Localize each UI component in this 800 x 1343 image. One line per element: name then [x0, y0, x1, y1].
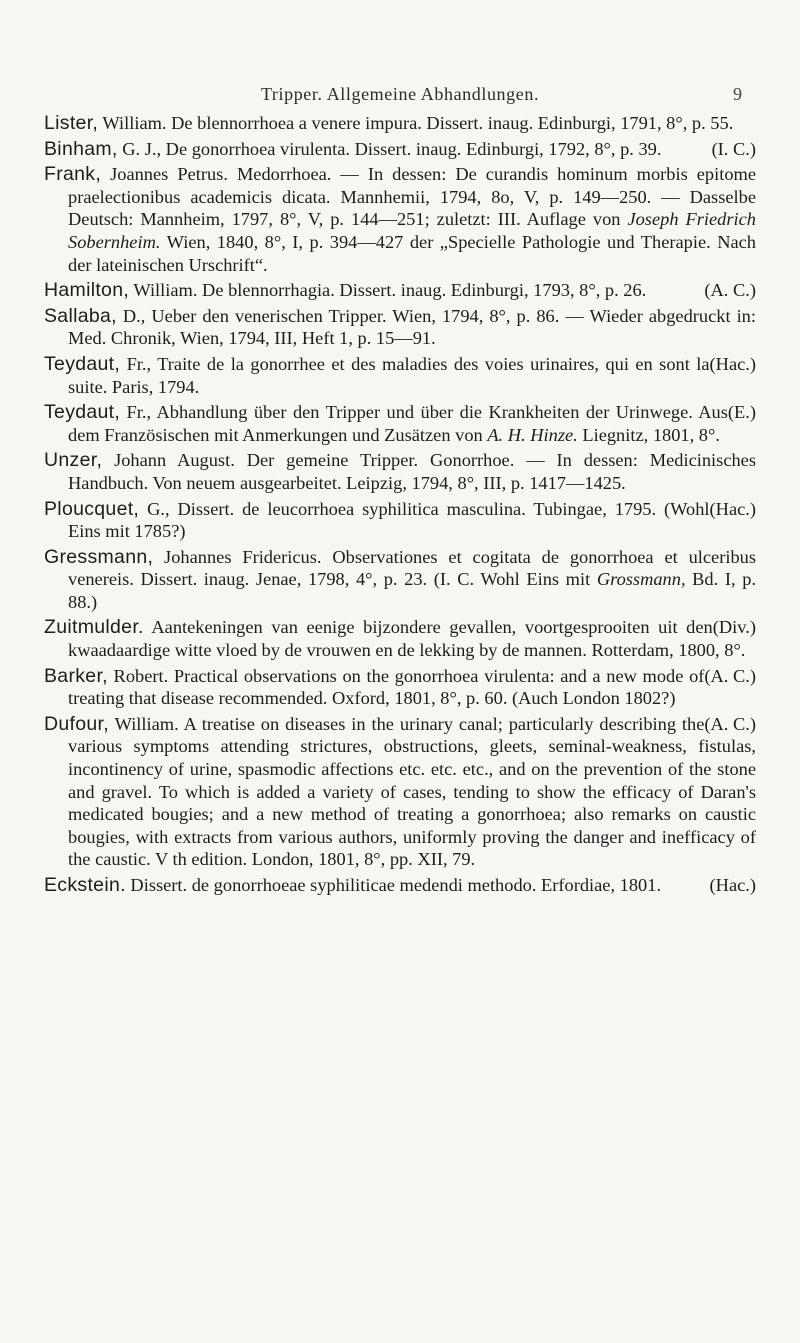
entry-text: G. J., De gonorrhoea virulenta. Dissert. inaug. Edinburgi, 1792, 8°, p. 39. — [117, 138, 662, 159]
entry-author: Gressmann, — [44, 545, 154, 568]
bibliography-entry — [44, 498, 756, 543]
entry-author: Teydaut, — [44, 352, 121, 375]
entry-text-continued: Liegnitz, 1801, 8°. — [577, 424, 720, 445]
bibliography-entry — [44, 401, 756, 446]
running-head — [0, 84, 800, 110]
entry-text: Johann August. Der gemeine Tripper. Gonorrhoe. — In dessen: Medicinisches Handbuch. Von neuem ausgearbeitet. Leipzig, 1794, 8°, III, p. 1417—1425. — [68, 450, 756, 493]
entry-source-tag: (I. C.) — [711, 138, 756, 159]
entry-source-tag: (A. C.) — [704, 665, 756, 686]
bibliography-entry — [44, 279, 756, 302]
entry-author: Ploucquet, — [44, 497, 140, 520]
entry-text: Johannes Fridericus. Observationes et cogitata de gonorrhoea et ulceribus venereis. Dissert. inaug. Jenae, 1798, 4°, p. 23. (I. C. Wohl Eins mit — [68, 546, 756, 590]
running-title: Tripper. Allgemeine Abhandlungen. — [260, 84, 540, 104]
bibliography-entry — [44, 874, 756, 897]
entry-text: William. De blennorrhagia. Dissert. inaug. Edinburgi, 1793, 8°, p. 26. — [129, 280, 647, 301]
bibliography-entry — [44, 546, 756, 614]
entry-italic-name: Joseph Friedrich Sobernheim. — [68, 209, 756, 252]
entry-author: Zuitmulder. — [44, 616, 144, 639]
entry-text: Dissert. de gonorrhoeae syphiliticae medendi methodo. Erfordiae, 1801. — [125, 875, 662, 895]
entry-author: Lister, — [44, 112, 99, 134]
entry-source-tag: (Hac.) — [709, 498, 756, 519]
entry-text: Fr., Abhandlung über den Tripper und über die Krankheiten der Urinwege. Aus dem Französischen mit Anmerkungen und Zusätzen von — [68, 402, 728, 445]
entry-source-tag: (E.) — [727, 402, 756, 423]
entry-author: Sallaba, — [44, 304, 117, 327]
bibliography-entry — [44, 713, 756, 871]
bibliography-entry — [44, 163, 756, 276]
entry-italic-name: Grossmann, — [596, 569, 686, 590]
entry-text: Robert. Practical observations on the gonorrhoea virulenta: and a new mode of treating that disease recommended. Oxford, 1801, 8°, p. 60. (Auch London 1802?) — [68, 665, 705, 709]
entry-source-tag: (Div.) — [712, 617, 756, 638]
entry-source-tag: (A. C.) — [704, 280, 756, 301]
entry-author: Unzer, — [44, 449, 103, 472]
bibliography-entry — [44, 138, 756, 161]
entry-text-continued: Wien, 1840, 8°, I, p. 394—427 der „Specielle Pathologie und Therapie. Nach der lateinischen Urschrift“. — [68, 231, 756, 275]
bibliography-entry — [44, 449, 756, 494]
entry-text: D., Ueber den venerischen Tripper. Wien, 1794, 8°, p. 86. — Wieder abgedruckt in: Med. Chronik, Wien, 1794, III, Heft 1, p. 15—91. — [68, 305, 756, 349]
entry-text-continued: Bd. I, p. 88.) — [68, 569, 756, 612]
entry-author: Hamilton, — [44, 279, 130, 302]
bibliography-entry — [44, 305, 756, 350]
entry-italic-name: A. H. Hinze. — [487, 424, 578, 445]
entry-source-tag: (Hac.) — [709, 875, 756, 895]
bibliography-entry — [44, 665, 756, 710]
page-number: 9 — [733, 84, 742, 104]
bibliography-entry — [44, 112, 756, 135]
entry-text: William. A treatise on diseases in the urinary canal; particularly describing the various symptoms attending strictures, obstructions, gleets, seminal-weakness, fistulas, incontinency of urine, spasmodic affections etc. etc. etc., and on the prevention of the stone and gravel. To which is added a variety of cases, tending to show the efficacy of Daran's medicated bougies; and a new method of treating a gonorrhoea; also remarks on caustic bougies, with extracts from various authors, uniformly proving the danger and inefficacy of the caustic. V th edition. London, 1801, 8°, pp. XII, 79. — [68, 713, 756, 870]
entry-author: Frank, — [44, 163, 102, 186]
entry-author: Dufour, — [44, 712, 109, 735]
entry-author: Barker, — [44, 664, 108, 687]
entry-author: Eckstein. — [44, 874, 126, 896]
entry-author: Teydaut, — [44, 401, 121, 424]
entry-source-tag: (Hac.) — [709, 353, 756, 374]
entry-source-tag: (A. C.) — [704, 713, 756, 734]
entry-text: Aantekeningen van eenige bijzondere gevallen, voortgesprooiten uit den kwaadaardige witte vloed by de vrouwen en de lekking by de mannen. Rotterdam, 1800, 8°. — [68, 617, 746, 661]
entry-text: William. De blennorrhoea a venere impura. Dissert. inaug. Edinburgi, 1791, 8°, p. 55. — [98, 113, 734, 133]
entry-text: Fr., Traite de la gonorrhee et des maladies des voies urinaires, qui en sont la suite. Paris, 1794. — [68, 353, 710, 397]
entry-text: Joannes Petrus. Medorrhoea. — In dessen: De curandis hominum morbis epitome praelectionibus academicis dicata. Mannhemii, 1794, 8o, V, p. 149—250. — Dasselbe Deutsch: Mannheim, 1797, 8°, V, p. 144—251; zuletzt: III. Auflage von — [68, 164, 756, 230]
entry-author: Binham, — [44, 137, 118, 160]
bibliography-list — [44, 112, 756, 900]
bibliography-entry — [44, 353, 756, 398]
entry-text: G., Dissert. de leucorrhoea syphilitica masculina. Tubingae, 1795. (Wohl Eins mit 1785?) — [68, 498, 710, 542]
bibliography-entry — [44, 616, 756, 661]
